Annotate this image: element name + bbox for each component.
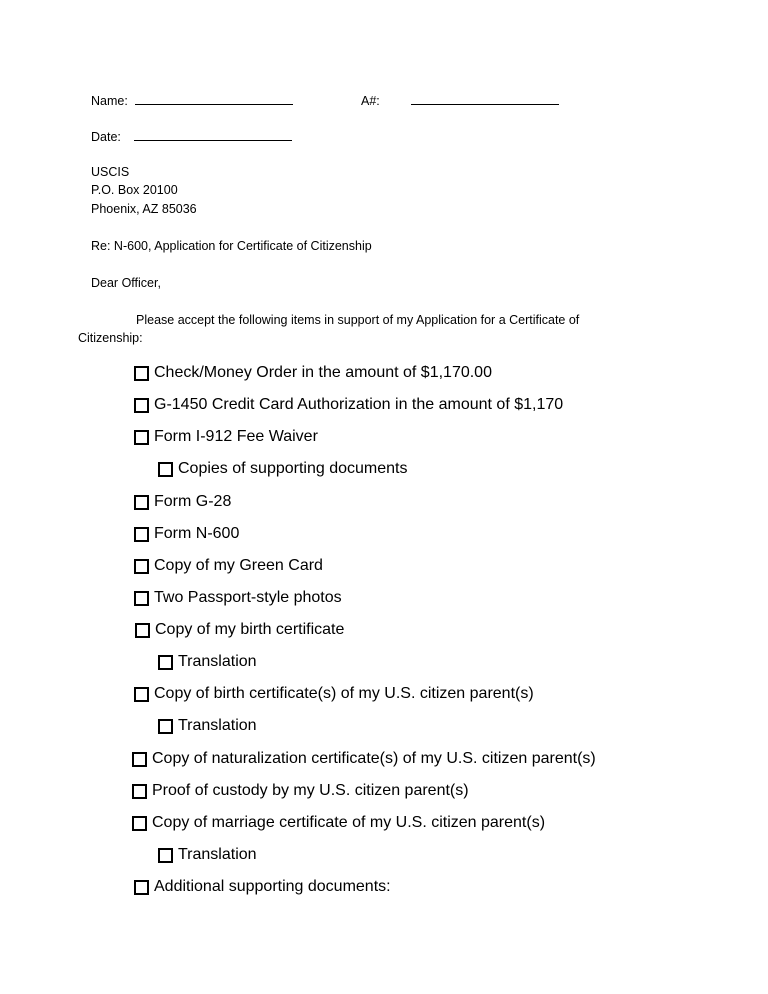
salutation: Dear Officer, bbox=[91, 276, 161, 290]
date-label: Date: bbox=[91, 130, 121, 144]
checklist-item-label: Copies of supporting documents bbox=[178, 460, 408, 477]
checklist-item-label: Translation bbox=[178, 653, 257, 670]
checklist-item-label: Copy of my birth certificate bbox=[155, 621, 345, 638]
checkbox[interactable] bbox=[132, 816, 147, 831]
checkbox[interactable] bbox=[158, 719, 173, 734]
a-number-label: A#: bbox=[361, 94, 380, 108]
date-blank bbox=[134, 128, 292, 141]
name-blank bbox=[135, 92, 293, 105]
address-line-2: P.O. Box 20100 bbox=[91, 183, 178, 197]
checklist-item-label: Form G-28 bbox=[154, 493, 232, 510]
checkbox[interactable] bbox=[135, 623, 150, 638]
checklist-item-form-g28[interactable] bbox=[134, 493, 231, 511]
checklist-item-label: Copy of naturalization certificate(s) of my U.S. citizen parent(s) bbox=[152, 750, 596, 767]
checkbox[interactable] bbox=[132, 752, 147, 767]
checkbox[interactable] bbox=[134, 687, 149, 702]
checklist-item-label: Check/Money Order in the amount of $1,170.00 bbox=[154, 364, 492, 381]
checkbox[interactable] bbox=[134, 495, 149, 510]
checkbox[interactable] bbox=[158, 655, 173, 670]
checklist-item-label: Form N-600 bbox=[154, 525, 240, 542]
checklist-item-fee-waiver[interactable] bbox=[134, 428, 318, 446]
checklist-subitem-translation-3[interactable] bbox=[158, 846, 257, 864]
checklist-item-green-card[interactable] bbox=[134, 557, 323, 575]
checklist-item-credit-card-authorization[interactable] bbox=[134, 396, 563, 414]
checkbox[interactable] bbox=[134, 559, 149, 574]
re-line: Re: N-600, Application for Certificate of Citizenship bbox=[91, 239, 372, 253]
checkbox[interactable] bbox=[134, 398, 149, 413]
intro-line-2: Citizenship: bbox=[78, 331, 143, 345]
checkbox[interactable] bbox=[134, 430, 149, 445]
checklist-item-label: Copy of my Green Card bbox=[154, 557, 323, 574]
address-line-3: Phoenix, AZ 85036 bbox=[91, 202, 197, 216]
checklist-item-birth-certificate[interactable] bbox=[135, 621, 344, 639]
intro-line-1: Please accept the following items in support of my Application for a Certificate of bbox=[136, 313, 580, 327]
address-line-1: USCIS bbox=[91, 165, 130, 179]
checkbox[interactable] bbox=[134, 591, 149, 606]
checkbox[interactable] bbox=[132, 784, 147, 799]
checklist-item-proof-of-custody[interactable] bbox=[132, 782, 469, 800]
checklist-subitem-supporting-documents[interactable] bbox=[158, 460, 407, 478]
checklist-item-label: Form I-912 Fee Waiver bbox=[154, 428, 318, 445]
checkbox[interactable] bbox=[158, 462, 173, 477]
checklist-item-label: Additional supporting documents: bbox=[154, 878, 391, 895]
checklist-item-form-n600[interactable] bbox=[134, 525, 239, 543]
checklist-item-naturalization-certificate[interactable] bbox=[132, 750, 596, 768]
checklist-item-label: Copy of birth certificate(s) of my U.S. citizen parent(s) bbox=[154, 685, 534, 702]
checkbox[interactable] bbox=[134, 880, 149, 895]
checklist-item-label: Translation bbox=[178, 717, 257, 734]
checklist-item-label: G-1450 Credit Card Authorization in the amount of $1,170 bbox=[154, 396, 564, 413]
checklist-subitem-translation-2[interactable] bbox=[158, 717, 257, 735]
checkbox[interactable] bbox=[134, 527, 149, 542]
a-number-field-row bbox=[361, 92, 559, 108]
checklist-item-passport-photos[interactable] bbox=[134, 589, 342, 607]
checklist-item-label: Two Passport-style photos bbox=[154, 589, 342, 606]
checklist-item-label: Copy of marriage certificate of my U.S. citizen parent(s) bbox=[152, 814, 546, 831]
name-field-row bbox=[91, 92, 293, 108]
checklist-item-marriage-certificate[interactable] bbox=[132, 814, 545, 832]
checklist-item-check-money-order[interactable] bbox=[134, 364, 492, 382]
checklist-item-additional-documents[interactable] bbox=[134, 878, 391, 896]
date-field-row bbox=[91, 128, 292, 144]
name-label: Name: bbox=[91, 94, 128, 108]
checklist-item-label: Translation bbox=[178, 846, 257, 863]
a-number-blank bbox=[411, 92, 559, 105]
checkbox[interactable] bbox=[158, 848, 173, 863]
checklist-item-label: Proof of custody by my U.S. citizen parent(s) bbox=[152, 782, 469, 799]
checklist-subitem-translation-1[interactable] bbox=[158, 653, 257, 671]
checkbox[interactable] bbox=[134, 366, 149, 381]
checklist-item-parent-birth-certificate[interactable] bbox=[134, 685, 534, 703]
